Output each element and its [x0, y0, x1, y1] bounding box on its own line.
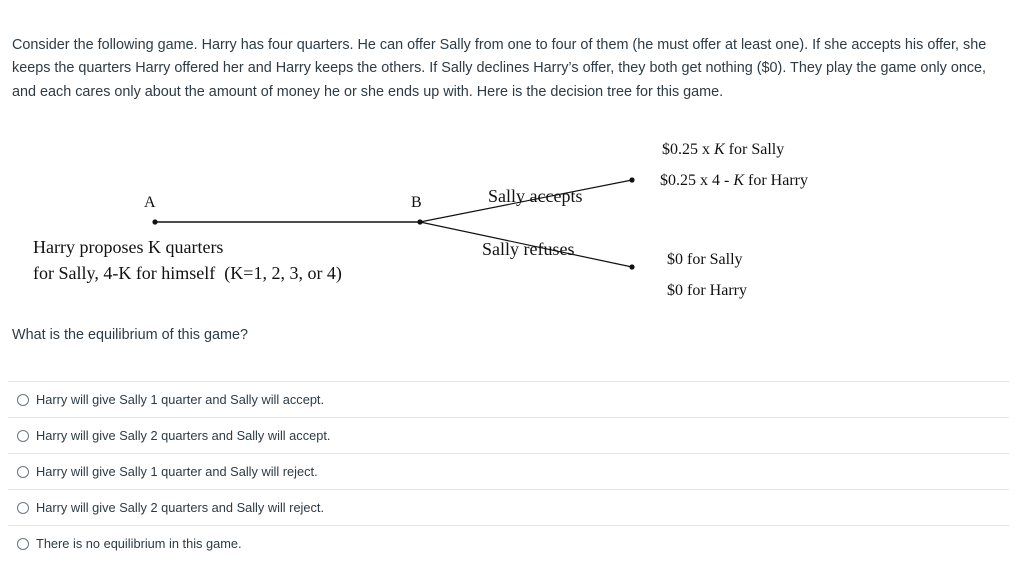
- question-prompt: What is the equilibrium of this game?: [12, 327, 248, 343]
- sally-refuses-label: Sally refuses: [482, 239, 575, 259]
- answer-label: There is no equilibrium in this game.: [36, 536, 242, 551]
- answer-option[interactable]: [8, 489, 1009, 525]
- refuse-payoff-sally: $0 for Sally: [667, 251, 743, 268]
- answer-list: [8, 381, 1009, 561]
- answer-option[interactable]: [8, 453, 1009, 489]
- refuse-payoff-harry: $0 for Harry: [667, 282, 747, 299]
- answer-option[interactable]: [8, 417, 1009, 453]
- radio-button-icon[interactable]: [17, 466, 29, 478]
- harry-move-line2: for Sally, 4-K for himself (K=1, 2, 3, or 4): [33, 263, 342, 283]
- accept-payoff-harry: [660, 172, 808, 190]
- answer-label: Harry will give Sally 2 quarters and Sally will reject.: [36, 500, 325, 515]
- payoff-harry-prefix: $0.25 x 4 -: [660, 172, 734, 189]
- decision-tree-lines: [0, 130, 1024, 320]
- answer-label: Harry will give Sally 1 quarter and Sally will accept.: [36, 392, 325, 407]
- sally-accepts-label: Sally accepts: [488, 186, 583, 206]
- answer-option[interactable]: [8, 525, 1009, 561]
- question-intro: Consider the following game. Harry has four quarters. He can offer Sally from one to four of them (he must offer at least one). If she accepts his offer, she keeps the quarters Harry offered her and Harry keeps the others. If Sally declines Harry’s offer, they both get nothing ($0). They play the game only once, and each cares only about the amount of money he or she ends up with. Here is the decision tree for this game.: [12, 37, 987, 100]
- harry-move-line1: Harry proposes K quarters: [33, 237, 224, 257]
- radio-button-icon[interactable]: [17, 538, 29, 550]
- payoff-sally-suffix: for Sally: [724, 141, 785, 158]
- radio-button-icon[interactable]: [17, 394, 29, 406]
- payoff-harry-suffix: for Harry: [744, 172, 808, 189]
- radio-button-icon[interactable]: [17, 430, 29, 442]
- decision-tree: [0, 130, 1024, 320]
- radio-button-icon[interactable]: [17, 502, 29, 514]
- node-a-dot: [152, 219, 157, 224]
- payoff-harry-var: K: [733, 172, 744, 189]
- answer-option[interactable]: [8, 381, 1009, 417]
- node-b-label: B: [411, 194, 422, 211]
- answer-label: Harry will give Sally 2 quarters and Sally will accept.: [36, 428, 331, 443]
- payoff-sally-var: K: [714, 141, 725, 158]
- payoff-sally-prefix: $0.25 x: [662, 141, 714, 158]
- accept-terminal-dot: [629, 177, 634, 182]
- refuse-terminal-dot: [629, 264, 634, 269]
- accept-payoff-sally: [662, 141, 784, 159]
- answer-label: Harry will give Sally 1 quarter and Sally will reject.: [36, 464, 318, 479]
- node-a-label: A: [144, 194, 156, 211]
